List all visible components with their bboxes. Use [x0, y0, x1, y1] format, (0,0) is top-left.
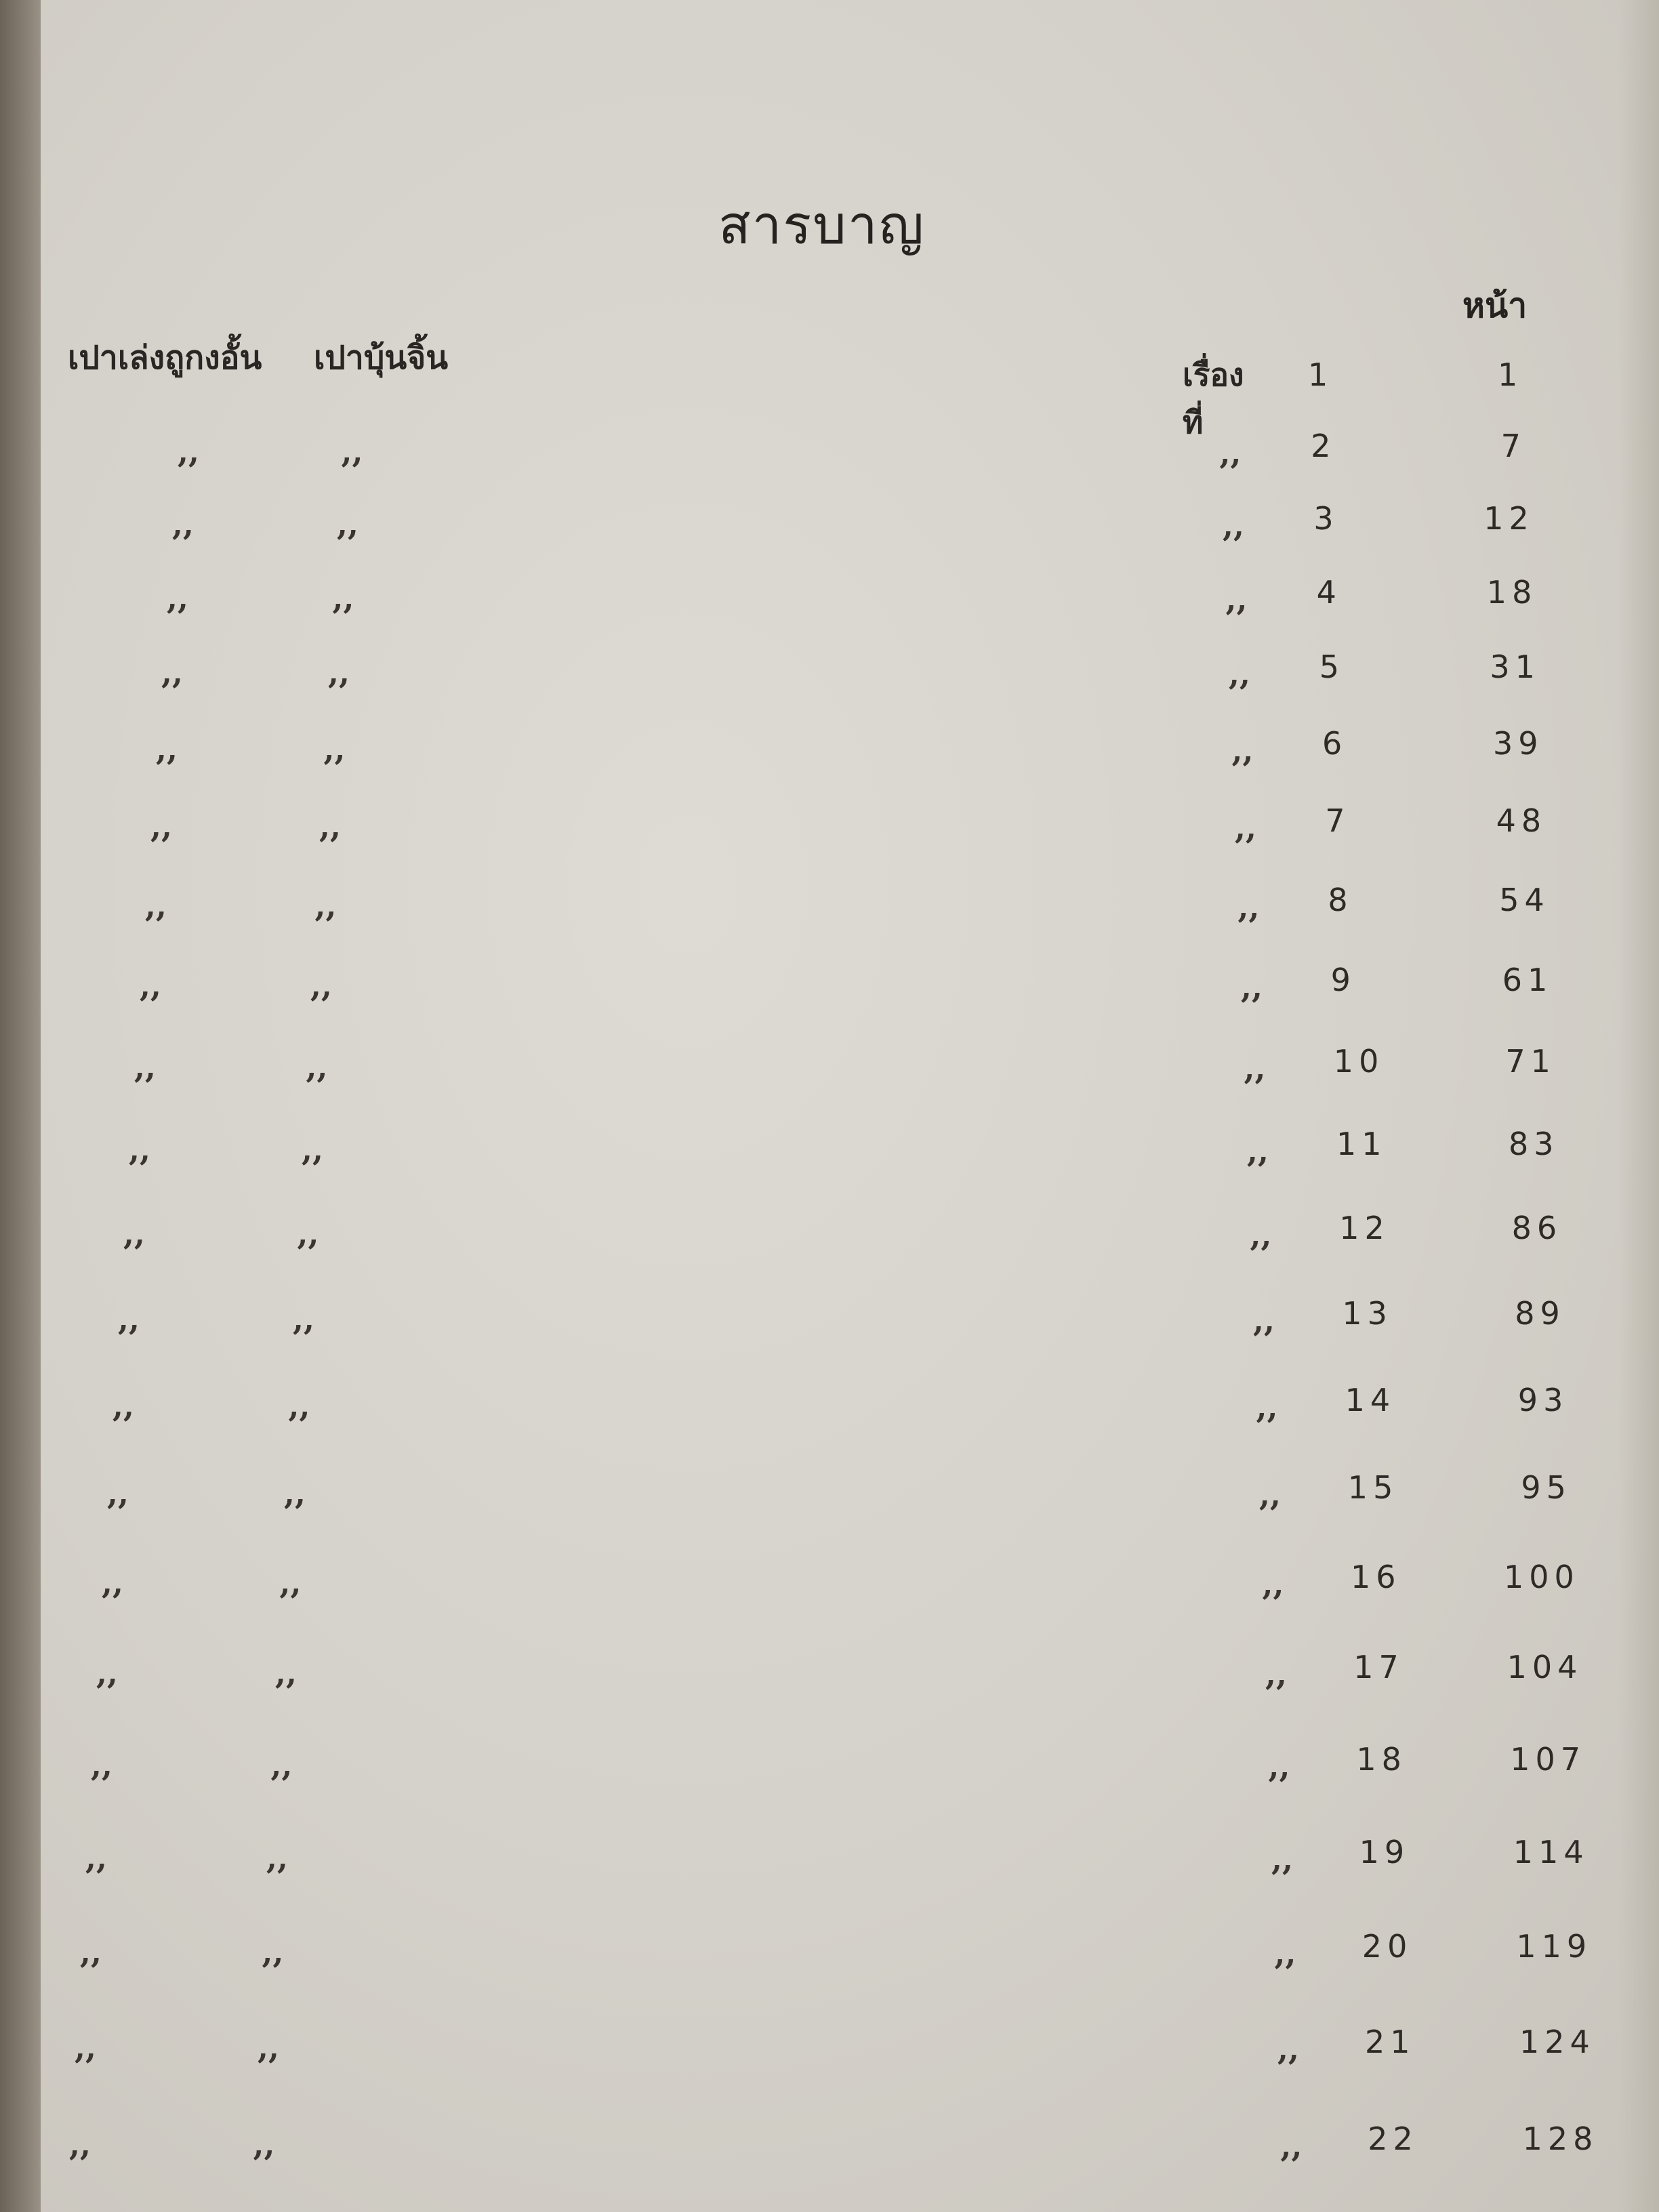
- ditto-mark-story: ,,: [1223, 506, 1245, 544]
- page-number: 128: [1522, 2120, 1599, 2157]
- ditto-mark-story: ,,: [1274, 1934, 1296, 1971]
- ditto-mark-col2: ,,: [314, 886, 337, 924]
- page-title: สารบาญ: [718, 195, 926, 256]
- story-number: 16: [1351, 1558, 1401, 1595]
- ditto-mark-col1: ,,: [118, 1300, 140, 1337]
- page-number: 18: [1486, 573, 1538, 611]
- ditto-mark-col2: ,,: [262, 1933, 284, 1970]
- page-number: 31: [1490, 649, 1540, 686]
- ditto-mark-col1: ,,: [107, 1475, 129, 1512]
- story-number: 5: [1319, 649, 1345, 686]
- column-heading-2: เปาบุ้นจิ้น: [314, 339, 449, 377]
- page-number: 7: [1500, 427, 1526, 464]
- page-number: 124: [1519, 2024, 1595, 2060]
- story-number: 20: [1361, 1927, 1413, 1965]
- page-number: 39: [1493, 724, 1544, 762]
- story-number: 12: [1339, 1209, 1390, 1246]
- ditto-mark-col2: ,,: [332, 579, 354, 616]
- ditto-mark-col1: ,,: [161, 654, 184, 691]
- ditto-mark-story: ,,: [1244, 1049, 1266, 1086]
- ditto-mark-story: ,,: [1280, 2127, 1303, 2164]
- ditto-mark-col1: ,,: [85, 1839, 108, 1876]
- ditto-mark-col1: ,,: [112, 1387, 135, 1424]
- page-number: 100: [1504, 1558, 1580, 1595]
- page-number: 93: [1517, 1381, 1569, 1418]
- ditto-mark-col1: ,,: [91, 1746, 113, 1783]
- ditto-mark-col2: ,,: [288, 1387, 310, 1424]
- ditto-mark-col1: ,,: [123, 1214, 146, 1252]
- ditto-mark-story: ,,: [1250, 1216, 1272, 1253]
- ditto-mark-col2: ,,: [310, 966, 333, 1004]
- ditto-mark-story: ,,: [1259, 1476, 1282, 1513]
- page-number: 114: [1513, 1833, 1589, 1870]
- story-number: 11: [1336, 1126, 1387, 1162]
- page-number: 89: [1515, 1294, 1565, 1332]
- ditto-mark-story: ,,: [1241, 968, 1263, 1005]
- ditto-mark-col1: ,,: [156, 730, 178, 767]
- ditto-mark-col1: ,,: [75, 2029, 97, 2066]
- story-number: 15: [1347, 1469, 1399, 1507]
- ditto-mark-col2: ,,: [279, 1563, 302, 1601]
- ditto-mark-col1: ,,: [134, 1048, 157, 1085]
- ditto-mark-col1: ,,: [167, 579, 189, 616]
- ditto-mark-col1: ,,: [129, 1131, 151, 1168]
- story-number: 21: [1365, 2024, 1416, 2060]
- column-heading-1: เปาเล่งถูกงอั้น: [68, 339, 262, 377]
- ditto-mark-col2: ,,: [337, 505, 359, 542]
- story-number: 13: [1342, 1294, 1393, 1332]
- page-number: 12: [1483, 499, 1534, 537]
- page-number: 119: [1516, 1927, 1593, 1965]
- ditto-mark-col2: ,,: [275, 1654, 298, 1692]
- column-headings: [68, 332, 448, 384]
- ditto-mark-col1: ,,: [140, 966, 162, 1004]
- ditto-mark-col2: ,,: [253, 2125, 275, 2163]
- ditto-mark-col2: ,,: [297, 1214, 319, 1252]
- ditto-mark-col2: ,,: [258, 2029, 280, 2066]
- story-number: 18: [1356, 1740, 1407, 1778]
- ditto-mark-story: ,,: [1235, 809, 1257, 846]
- page-number: 1: [1498, 356, 1523, 393]
- ditto-mark-col2: ,,: [341, 432, 363, 470]
- story-number: 14: [1345, 1381, 1396, 1418]
- page-number: 48: [1496, 802, 1547, 840]
- ditto-mark-col2: ,,: [284, 1475, 306, 1512]
- ditto-mark-story: ,,: [1277, 2030, 1300, 2067]
- page-number: 86: [1511, 1209, 1563, 1246]
- page-column-header: หน้า: [1462, 285, 1528, 325]
- ditto-mark-col2: ,,: [266, 1839, 289, 1876]
- page-number: 104: [1507, 1649, 1583, 1686]
- ditto-mark-col2: ,,: [328, 654, 350, 691]
- ditto-mark-col2: ,,: [293, 1300, 315, 1337]
- ditto-mark-story: ,,: [1231, 731, 1254, 769]
- story-number: 1: [1308, 356, 1334, 393]
- story-number: 9: [1330, 961, 1356, 998]
- ditto-mark-col2: ,,: [323, 730, 346, 767]
- ditto-mark-story: ,,: [1225, 580, 1248, 617]
- ditto-mark-story: ,,: [1256, 1388, 1278, 1425]
- ditto-mark-col1: ,,: [96, 1654, 119, 1692]
- ditto-mark-story: ,,: [1268, 1747, 1290, 1784]
- ditto-mark-col1: ,,: [178, 432, 200, 470]
- page-number: 95: [1521, 1469, 1572, 1507]
- story-number: 8: [1328, 881, 1353, 918]
- ditto-mark-col2: ,,: [302, 1131, 324, 1168]
- story-number: 22: [1368, 2120, 1418, 2157]
- ditto-mark-col2: ,,: [319, 808, 342, 845]
- page-number: 61: [1502, 961, 1553, 998]
- ditto-mark-col2: ,,: [306, 1048, 328, 1085]
- ditto-mark-col1: ,,: [172, 505, 194, 542]
- page-number: 54: [1499, 881, 1550, 918]
- story-number: 6: [1322, 724, 1348, 762]
- story-number: 19: [1359, 1833, 1410, 1870]
- ditto-mark-story: ,,: [1265, 1656, 1288, 1693]
- ditto-mark-col1: ,,: [102, 1563, 124, 1601]
- story-number: 2: [1311, 427, 1336, 464]
- ditto-mark-story: ,,: [1229, 655, 1251, 693]
- story-number: 4: [1316, 573, 1342, 611]
- ditto-mark-story: ,,: [1237, 888, 1260, 925]
- story-number: 3: [1313, 499, 1339, 537]
- ditto-mark-col1: ,,: [150, 808, 173, 845]
- ditto-mark-story: ,,: [1219, 434, 1242, 471]
- story-number: 7: [1325, 802, 1351, 840]
- ditto-mark-story: ,,: [1253, 1301, 1275, 1338]
- ditto-mark-col1: ,,: [69, 2125, 91, 2163]
- page-number: 107: [1510, 1740, 1586, 1778]
- ditto-mark-story: ,,: [1271, 1840, 1294, 1877]
- ditto-mark-col2: ,,: [270, 1746, 293, 1783]
- page-number: 83: [1509, 1126, 1559, 1162]
- ditto-mark-story: ,,: [1262, 1565, 1284, 1602]
- ditto-mark-col1: ,,: [80, 1933, 102, 1970]
- ditto-mark-col1: ,,: [145, 886, 167, 924]
- story-number: 17: [1353, 1649, 1404, 1686]
- page-number: 71: [1505, 1042, 1556, 1080]
- page-edge: [1618, 0, 1659, 2212]
- story-label: เรื่องที่: [1183, 356, 1244, 441]
- ditto-mark-story: ,,: [1247, 1132, 1269, 1169]
- story-number: 10: [1333, 1042, 1385, 1080]
